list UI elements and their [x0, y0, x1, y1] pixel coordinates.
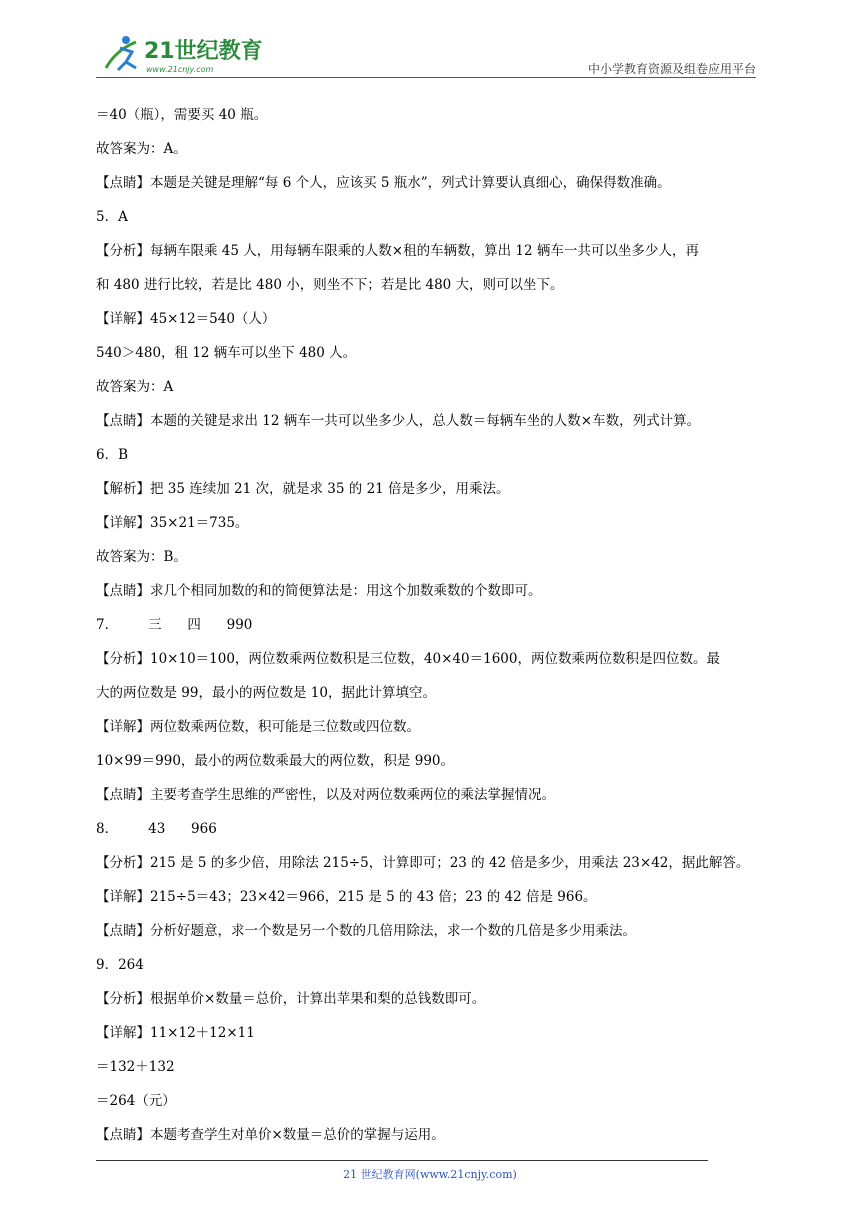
text-line: 【详解】45×12＝540（人） [96, 311, 276, 327]
header-rule [96, 77, 756, 78]
text-line: 【分析】10×10＝100，两位数乘两位数积是三位数，40×40＝1600，两位数乘两位数积是四位数。最 [96, 651, 720, 667]
page-header [96, 28, 756, 78]
text-line: 【详解】215÷5＝43；23×42＝966，215 是 5 的 43 倍；23 的 42 倍是 966。 [96, 889, 597, 905]
text-line: 【点睛】本题是关键是理解“每 6 个人，应该买 5 瓶水”，列式计算要认真细心，确保得数准确。 [96, 175, 671, 191]
text-line: 【详解】两位数乘两位数，积可能是三位数或四位数。 [96, 719, 420, 735]
text-line: 故答案为：B。 [96, 549, 187, 565]
text-line: ＝132＋132 [96, 1059, 175, 1075]
text-line: 【分析】根据单价×数量＝总价，计算出苹果和梨的总钱数即可。 [96, 991, 486, 1007]
text-line: 【分析】215 是 5 的多少倍，用除法 215÷5，计算即可；23 的 42 倍是多少，用乘法 23×42，据此解答。 [96, 855, 750, 871]
text-line: 大的两位数是 99，最小的两位数是 10，据此计算填空。 [96, 685, 436, 701]
text-line: 【点睛】本题考查学生对单价×数量＝总价的掌握与运用。 [96, 1127, 445, 1143]
question-number: 6．B [96, 447, 129, 463]
question-number: 8． 43 966 [96, 821, 217, 837]
text-line: 故答案为：A。 [96, 141, 187, 157]
text-line: 【点睛】本题的关键是求出 12 辆车一共可以坐多少人，总人数＝每辆车坐的人数×车数，列式计算。 [96, 413, 701, 429]
text-line: 【详解】35×21＝735。 [96, 515, 249, 531]
text-line: 10×99＝990，最小的两位数乘最大的两位数，积是 990。 [96, 753, 454, 769]
text-line: 【点睛】主要考查学生思维的严密性，以及对两位数乘两位的乘法掌握情况。 [96, 787, 555, 803]
text-line: 【分析】每辆车限乘 45 人，用每辆车限乘的人数×租的车辆数，算出 12 辆车一共可以坐多少人，再 [96, 243, 699, 259]
text-line: 【点睛】求几个相同加数的和的简便算法是：用这个加数乘数的个数即可。 [96, 583, 542, 599]
text-line: 【详解】11×12＋12×11 [96, 1025, 255, 1041]
text-line: ＝264（元） [96, 1093, 176, 1109]
site-logo [96, 28, 266, 78]
document-body [96, 98, 776, 1152]
text-line: 540＞480，租 12 辆车可以坐下 480 人。 [96, 345, 357, 361]
text-line: 和 480 进行比较，若是比 480 小，则坐不下；若是比 480 大，则可以坐下。 [96, 277, 564, 293]
text-line: 故答案为：A [96, 379, 174, 395]
logo-url: www.21cnjy.com [146, 65, 214, 74]
runner-icon [106, 36, 136, 70]
footer-rule [96, 1160, 708, 1161]
text-line: 【解析】把 35 连续加 21 次，就是求 35 的 21 倍是多少，用乘法。 [96, 481, 510, 497]
question-number: 9．264 [96, 957, 144, 973]
platform-name: 中小学教育资源及组卷应用平台 [587, 62, 756, 76]
footer-link[interactable]: 21 世纪教育网(www.21cnjy.com) [343, 1168, 517, 1181]
text-line: 【点睛】分析好题意，求一个数是另一个数的几倍用除法，求一个数的几倍是多少用乘法。 [96, 923, 636, 939]
text-line: ＝40（瓶），需要买 40 瓶。 [96, 107, 268, 123]
logo-text: 21世纪教育 [144, 39, 263, 64]
question-number: 5．A [96, 209, 128, 225]
question-number: 7． 三 四 990 [96, 617, 253, 633]
